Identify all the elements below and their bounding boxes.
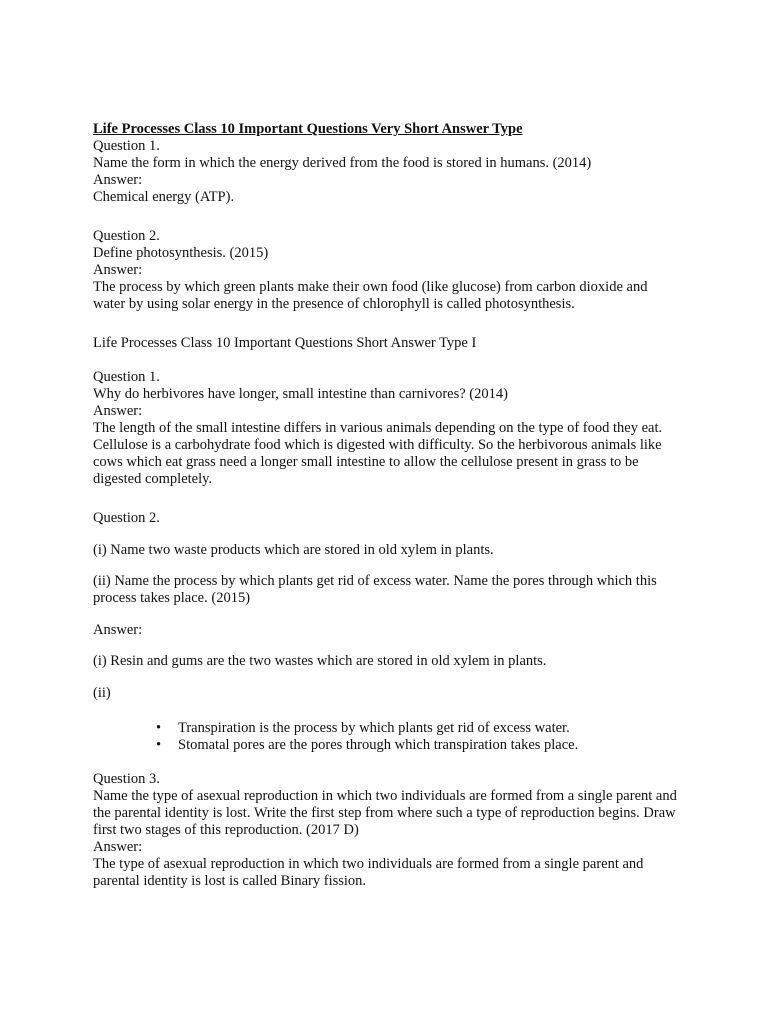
answer-label: Answer: [93,621,143,638]
question-text: Name the form in which the energy derived from the food is stored in humans. (2014) [93,155,592,171]
document-content [93,121,683,912]
sa-question-1 [93,369,683,488]
sa-question-2 [93,510,683,754]
vsa-question-1 [93,138,683,206]
answer-text: The length of the small intestine differs in various animals depending on the type of food they eat. Cellulose is a carbohydrate food which is digested with difficulty. So the herbivorous animals like cows which eat grass need a longer small intestine to allow the cellulose present in grass to be digested completely. [93,420,663,487]
question-label: Question 3. [93,770,160,787]
answer-label: Answer: [93,838,143,855]
answer-bullet-list [93,720,683,754]
question-label: Question 2. [93,510,160,526]
list-item: • Stomatal pores are the pores through which transpiration takes place. [178,737,683,754]
answer-text-part-i: (i) Resin and gums are the two wastes which are stored in old xylem in plants. [93,653,547,669]
answer-text: The process by which green plants make their own food (like glucose) from carbon dioxide and water by using solar energy in the presence of chlorophyll is called photosynthesis. [93,279,648,312]
answer-text: The type of asexual reproduction in which two individuals are formed from a single parent and parental identity is lost is called Binary fission. [93,855,644,889]
question-label: Question 1. [93,369,160,385]
sa-question-3 [93,771,683,890]
question-text-part-i: (i) Name two waste products which are stored in old xylem in plants. [93,541,494,558]
question-text: Why do herbivores have longer, small intestine than carnivores? (2014) [93,386,508,402]
question-text: Name the type of asexual reproduction in which two individuals are formed from a single parent and the parental identity is lost. Write the first step from where such a type of reproduction begins. Draw first two stages of this reproduction. (2017 D) [93,787,677,838]
answer-text: Chemical energy (ATP). [93,189,235,205]
question-text: Define photosynthesis. (2015) [93,245,269,261]
question-label: Question 2. [93,228,160,244]
answer-label: Answer: [93,172,143,188]
vsa-question-2 [93,228,683,313]
question-label: Question 1. [93,138,160,154]
answer-label: Answer: [93,262,143,278]
question-text-part-ii: (ii) Name the process by which plants get rid of excess water. Name the pores through which this process takes place. (2015) [93,573,657,606]
page-title: Life Processes Class 10 Important Questions Very Short Answer Type [93,121,523,137]
list-item: • Transpiration is the process by which plants get rid of excess water. [178,720,683,737]
answer-label: Answer: [93,403,143,419]
section-heading: Life Processes Class 10 Important Questions Short Answer Type I [93,335,477,351]
answer-label-part-ii: (ii) [93,684,111,701]
